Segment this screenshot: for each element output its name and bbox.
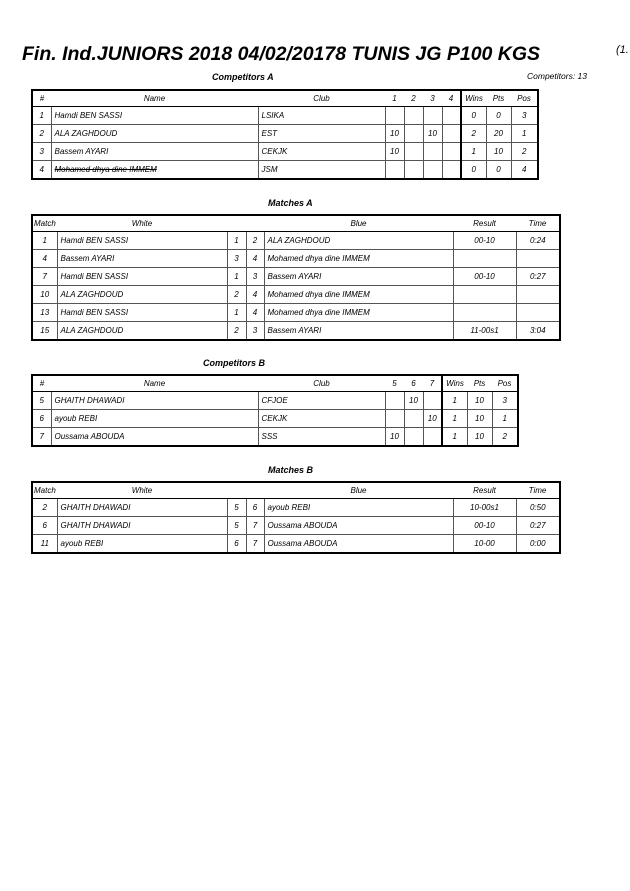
col-header-wins: Wins: [442, 375, 467, 392]
col-header-time: Time: [516, 482, 560, 499]
table-header-row: [32, 90, 538, 107]
match-number: 4: [32, 250, 57, 268]
table-row: [32, 232, 560, 250]
blue-id: 2: [246, 232, 264, 250]
match-result: [453, 286, 516, 304]
blue-id: 6: [246, 499, 264, 517]
white-competitor: Bassem AYARI: [57, 250, 227, 268]
score-3: 10: [423, 125, 442, 143]
matches-a-table: [31, 214, 561, 341]
competitors-count: Competitors: 13: [527, 71, 587, 81]
match-time: [516, 304, 560, 322]
col-header-result: Result: [453, 482, 516, 499]
wins: 1: [461, 143, 486, 161]
competitor-club: CEKJK: [258, 143, 385, 161]
competitor-club: JSM: [258, 161, 385, 180]
matches-b-title: Matches B: [268, 465, 314, 475]
col-header-3: 3: [423, 90, 442, 107]
match-result: 10-00: [453, 535, 516, 554]
blue-competitor: Oussama ABOUDA: [264, 517, 453, 535]
table-row: [32, 143, 538, 161]
col-header-num: #: [32, 90, 51, 107]
col-header-pos: Pos: [511, 90, 538, 107]
competitor-name: Bassem AYARI: [51, 143, 258, 161]
table-row: [32, 322, 560, 341]
col-header-match: Match: [32, 215, 57, 232]
competitor-name: Oussama ABOUDA: [51, 428, 258, 447]
blue-competitor: ayoub REBI: [264, 499, 453, 517]
score-2: [404, 125, 423, 143]
title-suffix: (1.: [616, 44, 629, 56]
table-row: [32, 161, 538, 180]
col-header-name: Name: [51, 90, 258, 107]
white-id: 2: [227, 286, 246, 304]
wins: 0: [461, 107, 486, 125]
table-row: [32, 268, 560, 286]
competitor-num: 7: [32, 428, 51, 447]
table-row: [32, 250, 560, 268]
pos: 2: [511, 143, 538, 161]
match-number: 6: [32, 517, 57, 535]
col-header-match: Match: [32, 482, 57, 499]
match-time: 0:00: [516, 535, 560, 554]
pos: 1: [511, 125, 538, 143]
competitor-num: 4: [32, 161, 51, 180]
score-1: [385, 161, 404, 180]
white-id: 2: [227, 322, 246, 341]
white-competitor: Hamdi BEN SASSI: [57, 268, 227, 286]
col-header-num: #: [32, 375, 51, 392]
matches-b-table: [31, 481, 561, 554]
blue-id: 3: [246, 322, 264, 341]
blue-competitor: Mohamed dhya dine IMMEM: [264, 304, 453, 322]
col-header-7: 7: [423, 375, 442, 392]
match-result: 00-10: [453, 517, 516, 535]
score-1: [385, 107, 404, 125]
match-number: 15: [32, 322, 57, 341]
match-number: 7: [32, 268, 57, 286]
score-7: [423, 392, 442, 410]
match-time: 0:27: [516, 517, 560, 535]
white-id: 3: [227, 250, 246, 268]
competitor-name: Hamdi BEN SASSI: [51, 107, 258, 125]
blue-competitor: Mohamed dhya dine IMMEM: [264, 250, 453, 268]
white-id: 1: [227, 268, 246, 286]
competitor-name: ayoub REBI: [51, 410, 258, 428]
score-6: [404, 428, 423, 447]
score-3: [423, 143, 442, 161]
white-competitor: GHAITH DHAWADI: [57, 517, 227, 535]
col-header-wins: Wins: [461, 90, 486, 107]
competitor-num: 3: [32, 143, 51, 161]
match-number: 10: [32, 286, 57, 304]
pts: 10: [467, 428, 492, 447]
match-result: [453, 250, 516, 268]
score-4: [442, 161, 461, 180]
pts: 10: [467, 392, 492, 410]
pos: 3: [511, 107, 538, 125]
competitor-club: LSIKA: [258, 107, 385, 125]
col-header-white: White: [57, 482, 227, 499]
table-row: [32, 535, 560, 554]
match-result: 00-10: [453, 268, 516, 286]
match-result: 11-00s1: [453, 322, 516, 341]
col-header-time: Time: [516, 215, 560, 232]
score-2: [404, 107, 423, 125]
col-header-pts: Pts: [486, 90, 511, 107]
white-competitor: Hamdi BEN SASSI: [57, 304, 227, 322]
pos: 1: [492, 410, 518, 428]
pts: 0: [486, 107, 511, 125]
score-2: [404, 143, 423, 161]
match-number: 13: [32, 304, 57, 322]
competitor-num: 5: [32, 392, 51, 410]
competitor-name-withdrawn: Mohamed dhya dine IMMEM: [51, 161, 258, 180]
wins: 1: [442, 428, 467, 447]
score-3: [423, 107, 442, 125]
white-id: 1: [227, 304, 246, 322]
blue-id: 4: [246, 304, 264, 322]
white-competitor: ayoub REBI: [57, 535, 227, 554]
pts: 20: [486, 125, 511, 143]
score-6: [404, 410, 423, 428]
score-5: [385, 410, 404, 428]
table-row: [32, 517, 560, 535]
col-header-result: Result: [453, 215, 516, 232]
score-1: 10: [385, 143, 404, 161]
pts: 10: [486, 143, 511, 161]
col-header-pts: Pts: [467, 375, 492, 392]
score-4: [442, 107, 461, 125]
score-2: [404, 161, 423, 180]
pts: 10: [467, 410, 492, 428]
col-header-5: 5: [385, 375, 404, 392]
blue-id: 4: [246, 250, 264, 268]
blue-competitor: Bassem AYARI: [264, 268, 453, 286]
pos: 4: [511, 161, 538, 180]
competitor-num: 1: [32, 107, 51, 125]
score-7: 10: [423, 410, 442, 428]
table-row: [32, 107, 538, 125]
white-id: 5: [227, 517, 246, 535]
white-id: 5: [227, 499, 246, 517]
score-5: 10: [385, 428, 404, 447]
blue-id: 3: [246, 268, 264, 286]
col-header-1: 1: [385, 90, 404, 107]
score-6: 10: [404, 392, 423, 410]
table-row: [32, 125, 538, 143]
blue-id: 7: [246, 517, 264, 535]
competitors-b-title: Competitors B: [203, 358, 266, 368]
col-header-6: 6: [404, 375, 423, 392]
col-header-2: 2: [404, 90, 423, 107]
match-time: [516, 250, 560, 268]
score-3: [423, 161, 442, 180]
col-header-club: Club: [258, 90, 385, 107]
table-header-row: [32, 482, 560, 499]
white-competitor: Hamdi BEN SASSI: [57, 232, 227, 250]
competitor-club: EST: [258, 125, 385, 143]
blue-competitor: ALA ZAGHDOUD: [264, 232, 453, 250]
match-result: 10-00s1: [453, 499, 516, 517]
pos: 2: [492, 428, 518, 447]
competitor-name: GHAITH DHAWADI: [51, 392, 258, 410]
blue-id: 4: [246, 286, 264, 304]
competitor-club: CFJOE: [258, 392, 385, 410]
match-time: 0:50: [516, 499, 560, 517]
score-4: [442, 125, 461, 143]
col-header-blue: Blue: [264, 215, 453, 232]
white-competitor: ALA ZAGHDOUD: [57, 322, 227, 341]
table-row: [32, 304, 560, 322]
table-header-row: [32, 215, 560, 232]
wins: 1: [442, 410, 467, 428]
col-header-pos: Pos: [492, 375, 518, 392]
competitor-club: SSS: [258, 428, 385, 447]
table-row: [32, 392, 518, 410]
competitors-a-title: Competitors A: [212, 72, 274, 82]
score-1: 10: [385, 125, 404, 143]
col-header-blue: Blue: [264, 482, 453, 499]
col-header-4: 4: [442, 90, 461, 107]
col-header-name: Name: [51, 375, 258, 392]
blue-competitor: Oussama ABOUDA: [264, 535, 453, 554]
pos: 3: [492, 392, 518, 410]
wins: 0: [461, 161, 486, 180]
blue-competitor: Bassem AYARI: [264, 322, 453, 341]
competitors-b-table: [31, 374, 519, 447]
match-number: 1: [32, 232, 57, 250]
competitor-num: 6: [32, 410, 51, 428]
competitor-club: CEKJK: [258, 410, 385, 428]
table-row: [32, 410, 518, 428]
wins: 2: [461, 125, 486, 143]
wins: 1: [442, 392, 467, 410]
competitor-num: 2: [32, 125, 51, 143]
col-header-club: Club: [258, 375, 385, 392]
table-row: [32, 428, 518, 447]
white-competitor: ALA ZAGHDOUD: [57, 286, 227, 304]
match-time: 0:24: [516, 232, 560, 250]
blue-competitor: Mohamed dhya dine IMMEM: [264, 286, 453, 304]
match-result: [453, 304, 516, 322]
page-title: Fin. Ind.JUNIORS 2018 04/02/20178 TUNIS JG P100 KGS: [22, 43, 541, 65]
match-time: 0:27: [516, 268, 560, 286]
white-id: 1: [227, 232, 246, 250]
competitor-name: ALA ZAGHDOUD: [51, 125, 258, 143]
match-result: 00-10: [453, 232, 516, 250]
match-number: 11: [32, 535, 57, 554]
matches-a-title: Matches A: [268, 198, 313, 208]
col-header-white: White: [57, 215, 227, 232]
match-time: [516, 286, 560, 304]
competitors-a-table: [31, 89, 539, 180]
white-id: 6: [227, 535, 246, 554]
table-row: [32, 286, 560, 304]
match-number: 2: [32, 499, 57, 517]
blue-id: 7: [246, 535, 264, 554]
score-5: [385, 392, 404, 410]
pts: 0: [486, 161, 511, 180]
score-4: [442, 143, 461, 161]
white-competitor: GHAITH DHAWADI: [57, 499, 227, 517]
score-7: [423, 428, 442, 447]
table-row: [32, 499, 560, 517]
match-time: 3:04: [516, 322, 560, 341]
table-header-row: [32, 375, 518, 392]
